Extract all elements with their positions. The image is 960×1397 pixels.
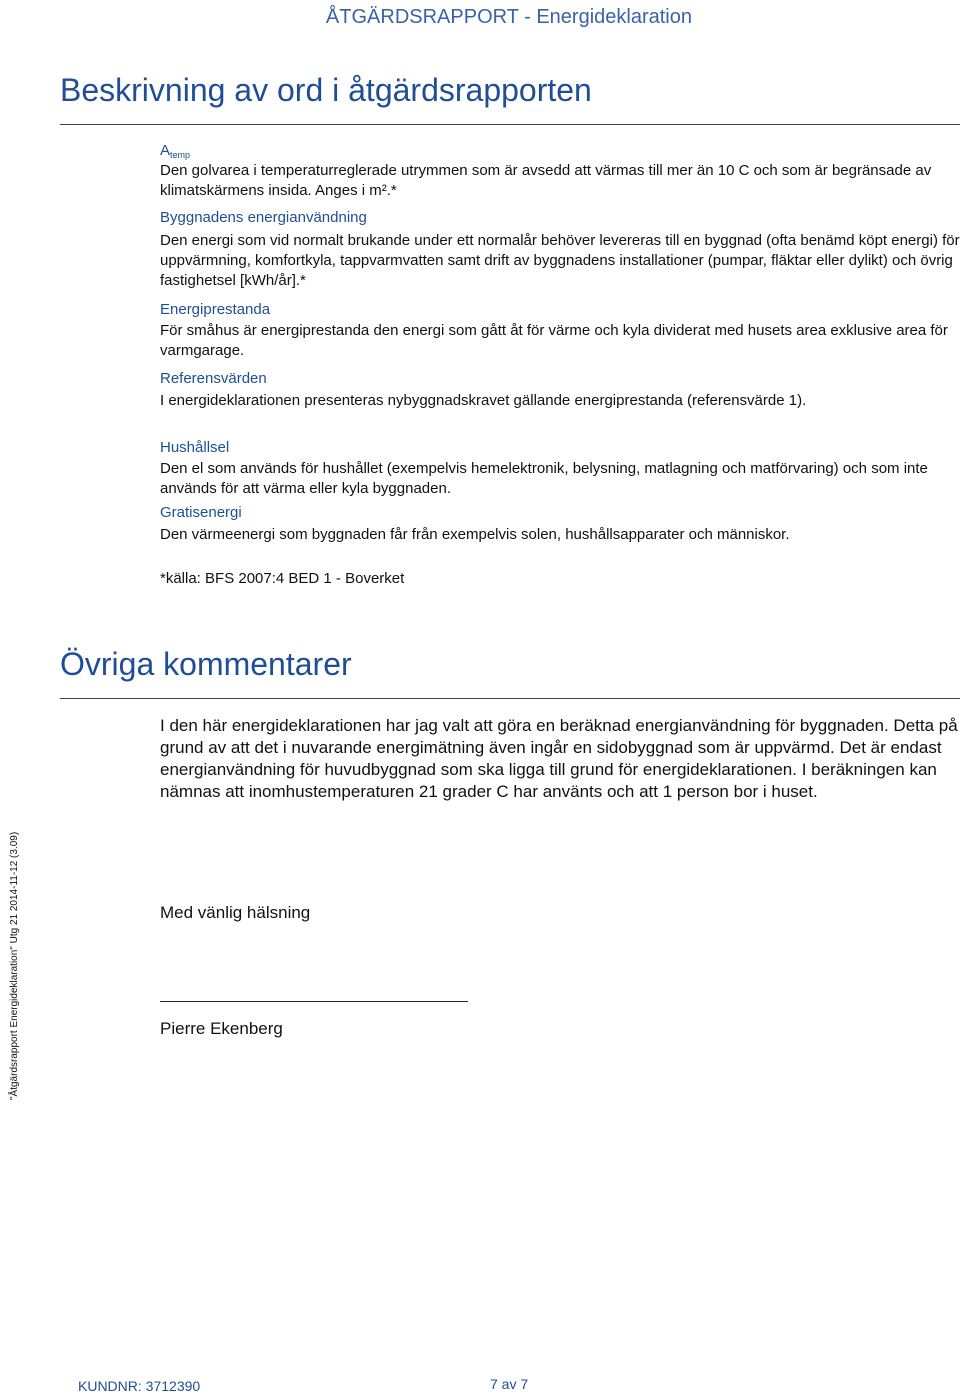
side-document-id: "Åtgärdsrapport Energideklaration" Utg 21 2014-11-12 (3.09): [9, 831, 20, 1100]
term-energy-performance: Energiprestanda: [160, 301, 271, 318]
term-free-energy: Gratisenergi: [160, 504, 242, 521]
closing-text: Med vänlig hälsning: [160, 903, 311, 922]
definition-household: Den el som används för hushållet (exempelvis hemelektronik, belysning, matlagning och matförvaring) och som inte används för att värma eller kyla byggnaden.: [160, 460, 928, 497]
report-header: ÅTGÄRDSRAPPORT - Energideklaration: [325, 6, 692, 28]
term-atemp: [160, 142, 190, 160]
term-household: Hushållsel: [160, 439, 230, 456]
customer-number: KUNDNR: 3712390: [78, 1378, 201, 1394]
term-atemp-sub: temp: [170, 150, 191, 160]
source-note: *källa: BFS 2007:4 BED 1 - Boverket: [160, 570, 405, 587]
comments-divider: [60, 698, 960, 699]
definition-energy-use: Den energi som vid normalt brukande under ett normalår behöver levereras till en byggnad (ofta benämd köpt energi) för uppvärmning, komfortkyla, tappvarmvatten samt drift av byggnadens installationer (pumpar, fläktar eller dylikt) och övrig fastighetsel [kWh/år].*: [160, 232, 960, 289]
term-reference-values: Referensvärden: [160, 370, 267, 387]
definition-atemp: Den golvarea i temperaturreglerade utrymmen som är avsedd att värmas till mer än 10 C och som är begränsade av klimatskärmens insida. Anges i m².*: [160, 162, 932, 199]
term-energy-use: Byggnadens energianvändning: [160, 209, 367, 226]
glossary-heading: Beskrivning av ord i åtgärdsrapporten: [60, 72, 592, 108]
page-number: 7 av 7: [490, 1376, 529, 1392]
definition-free-energy: Den värmeenergi som byggnaden får från exempelvis solen, hushållsapparater och människor.: [160, 526, 790, 543]
comments-body: I den här energideklarationen har jag valt att göra en beräknad energianvändning för byggnaden. Detta på grund av att det i nuvarande energimätning även ingår en sidobyggnad som är uppvärmd. Det är endast energianvändning för huvudbyggnad som ska ligga till grund för energideklarationen. I beräkningen kan nämnas att inomhustemperaturen 21 grader C har använts och att 1 person bor i huset.: [160, 716, 958, 801]
glossary-divider: [60, 124, 960, 125]
comments-heading: Övriga kommentarer: [60, 646, 352, 682]
signature-line: [160, 1001, 468, 1002]
definition-reference-values: I energideklarationen presenteras nybyggnadskravet gällande energiprestanda (referensvärde 1).: [160, 392, 807, 409]
signer-name: Pierre Ekenberg: [160, 1019, 283, 1038]
term-atemp-main: A: [160, 142, 171, 159]
definition-energy-performance: För småhus är energiprestanda den energi som gått åt för värme och kyla dividerat med husets area exklusive area för varmgarage.: [160, 322, 948, 359]
